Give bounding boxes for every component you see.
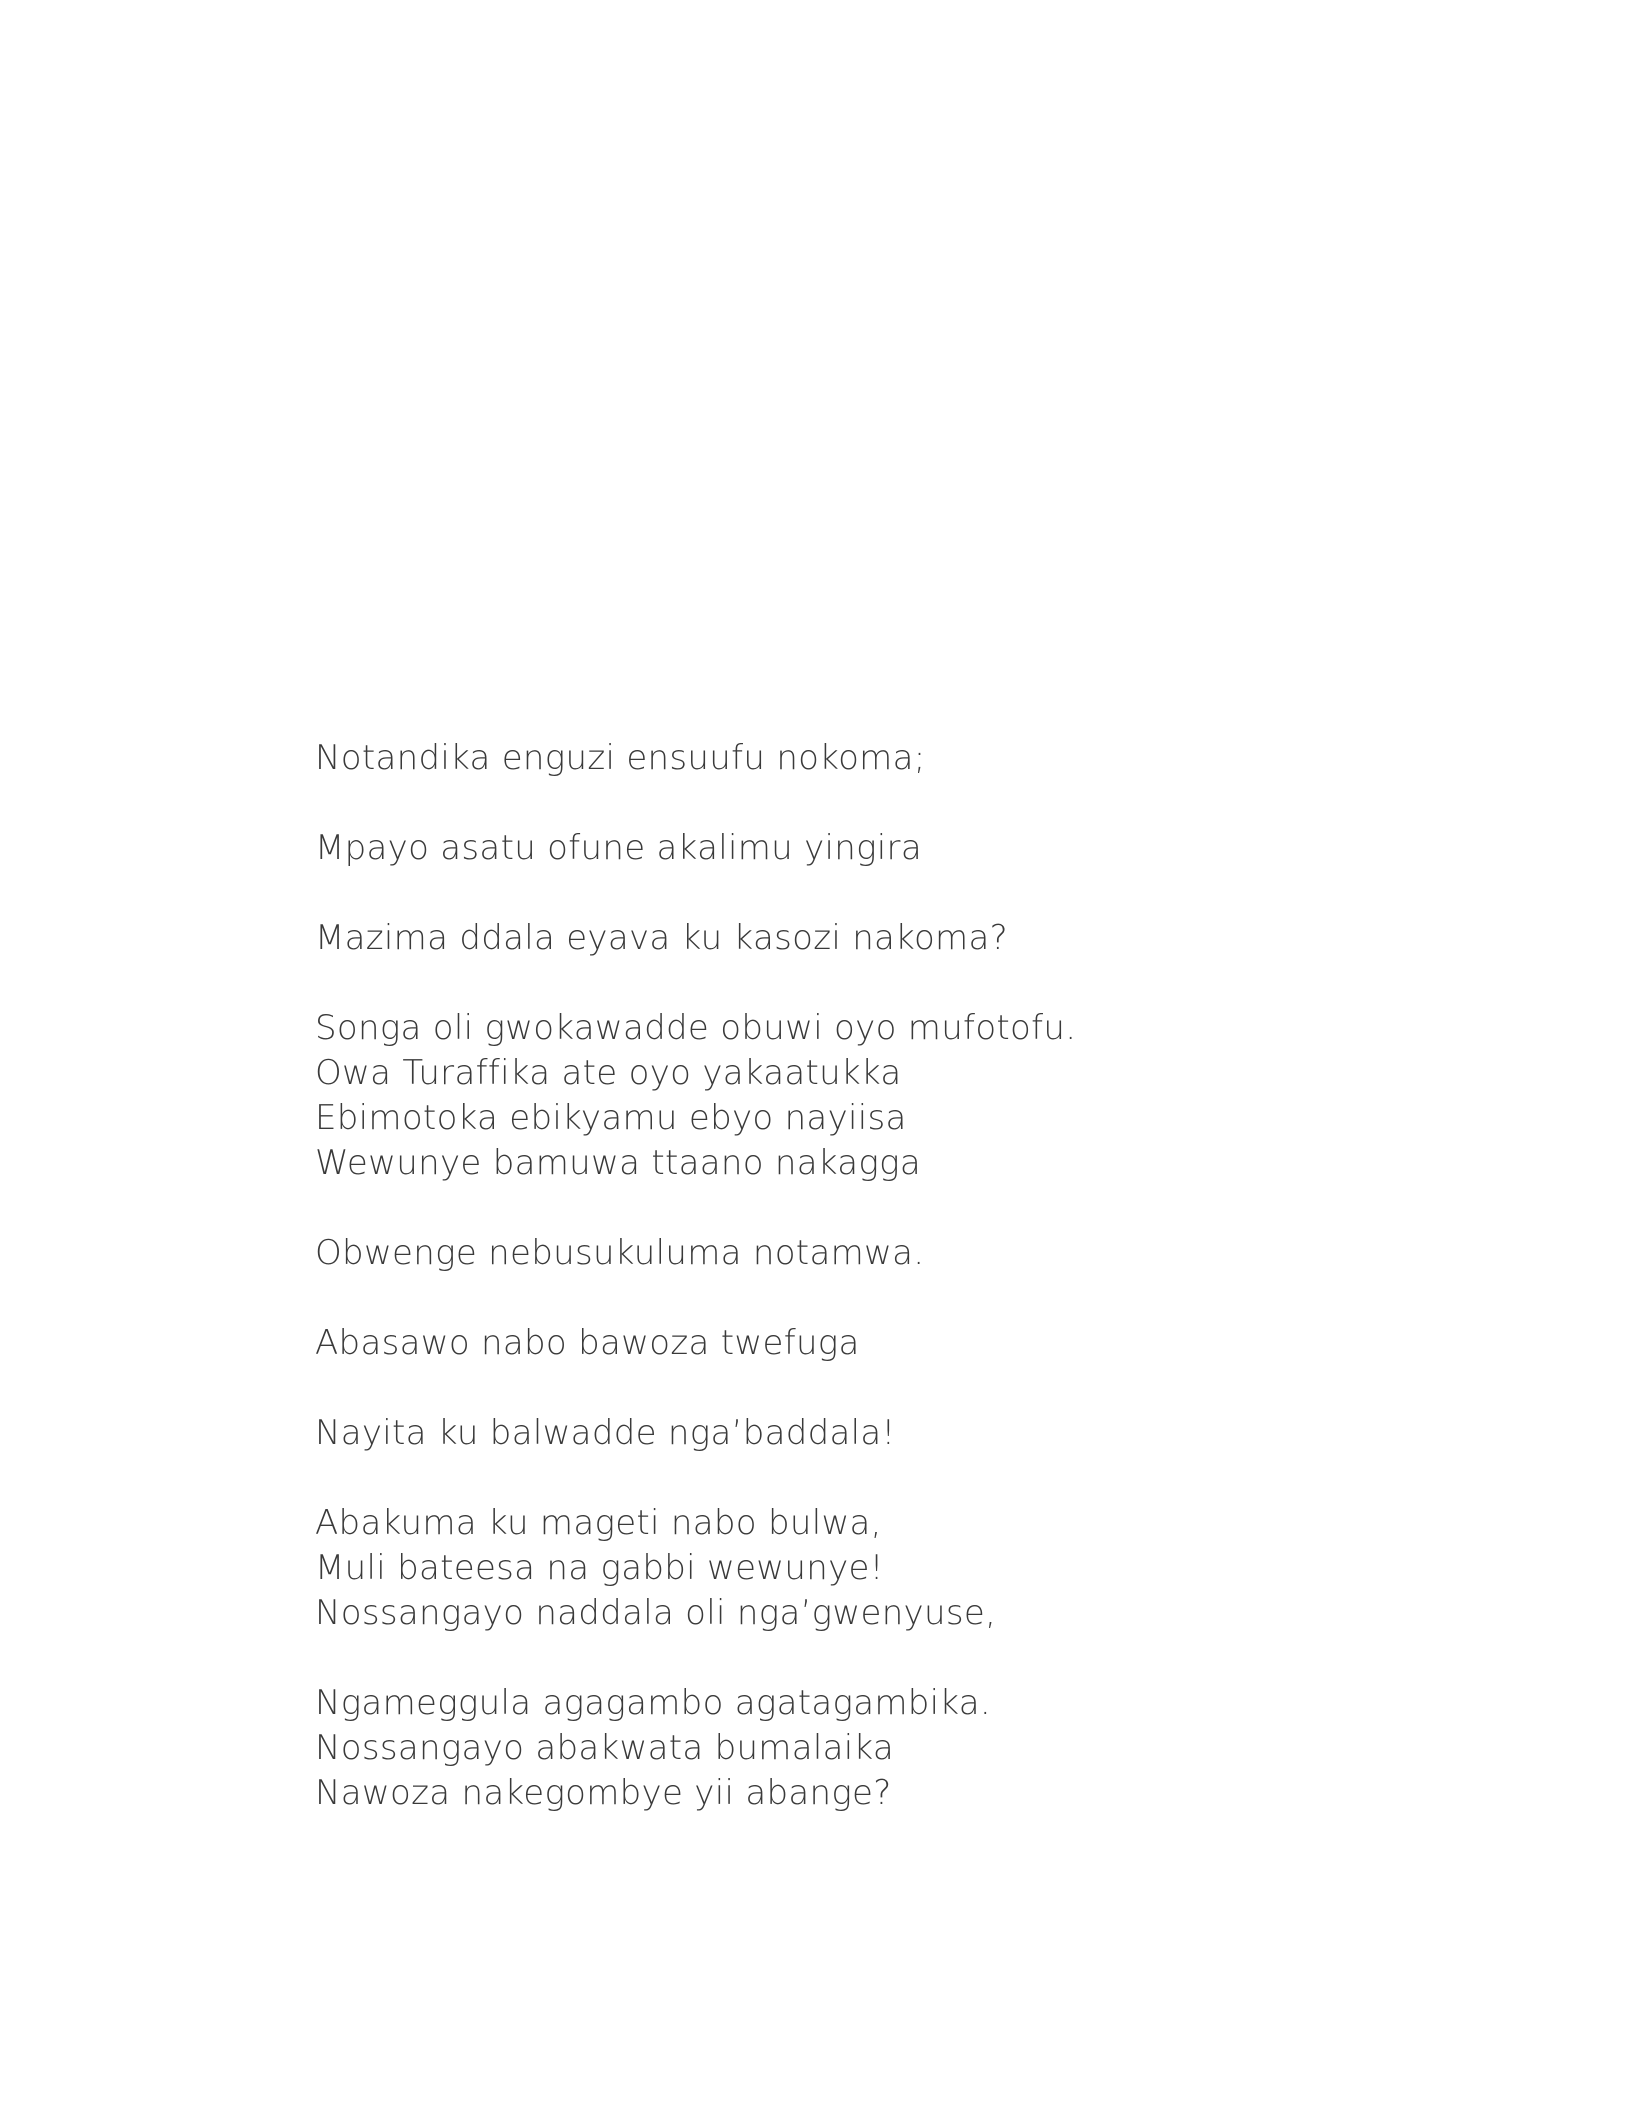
poem bbox=[315, 736, 1465, 1816]
stanza bbox=[315, 736, 1465, 781]
poem-line: Wewunye bamuwa ttaano nakagga bbox=[315, 1143, 921, 1183]
poem-line: Songa oli gwokawadde obuwi oyo mufotofu. bbox=[315, 1008, 1077, 1048]
poem-line: Owa Turaffika ate oyo yakaatukka bbox=[315, 1053, 902, 1093]
stanza bbox=[315, 1006, 1465, 1186]
poem-line: Nossangayo naddala oli nga’gwenyuse, bbox=[315, 1593, 997, 1633]
poem-line: Notandika enguzi ensuufu nokoma; bbox=[315, 738, 926, 778]
stanza bbox=[315, 1231, 1465, 1276]
poem-line: Abasawo nabo bawoza twefuga bbox=[315, 1323, 860, 1363]
poem-line: Abakuma ku mageti nabo bulwa, bbox=[315, 1503, 882, 1543]
poem-line: Muli bateesa na gabbi wewunye! bbox=[315, 1548, 884, 1588]
poem-line: Ebimotoka ebikyamu ebyo nayiisa bbox=[315, 1098, 907, 1138]
stanza bbox=[315, 1321, 1465, 1366]
stanza bbox=[315, 1681, 1465, 1816]
poem-line: Nossangayo abakwata bumalaika bbox=[315, 1728, 895, 1768]
poem-line: Obwenge nebusukuluma notamwa. bbox=[315, 1233, 925, 1273]
stanza bbox=[315, 826, 1465, 871]
stanza bbox=[315, 916, 1465, 961]
poem-line: Ngameggula agagambo agatagambika. bbox=[315, 1683, 992, 1723]
poem-line: Nayita ku balwadde nga’baddala! bbox=[315, 1413, 896, 1453]
poem-line: Mpayo asatu ofune akalimu yingira bbox=[315, 828, 922, 868]
stanza bbox=[315, 1411, 1465, 1456]
stanza bbox=[315, 1501, 1465, 1636]
poem-line: Nawoza nakegombye yii abange? bbox=[315, 1773, 892, 1813]
poem-line: Mazima ddala eyava ku kasozi nakoma? bbox=[315, 918, 1008, 958]
